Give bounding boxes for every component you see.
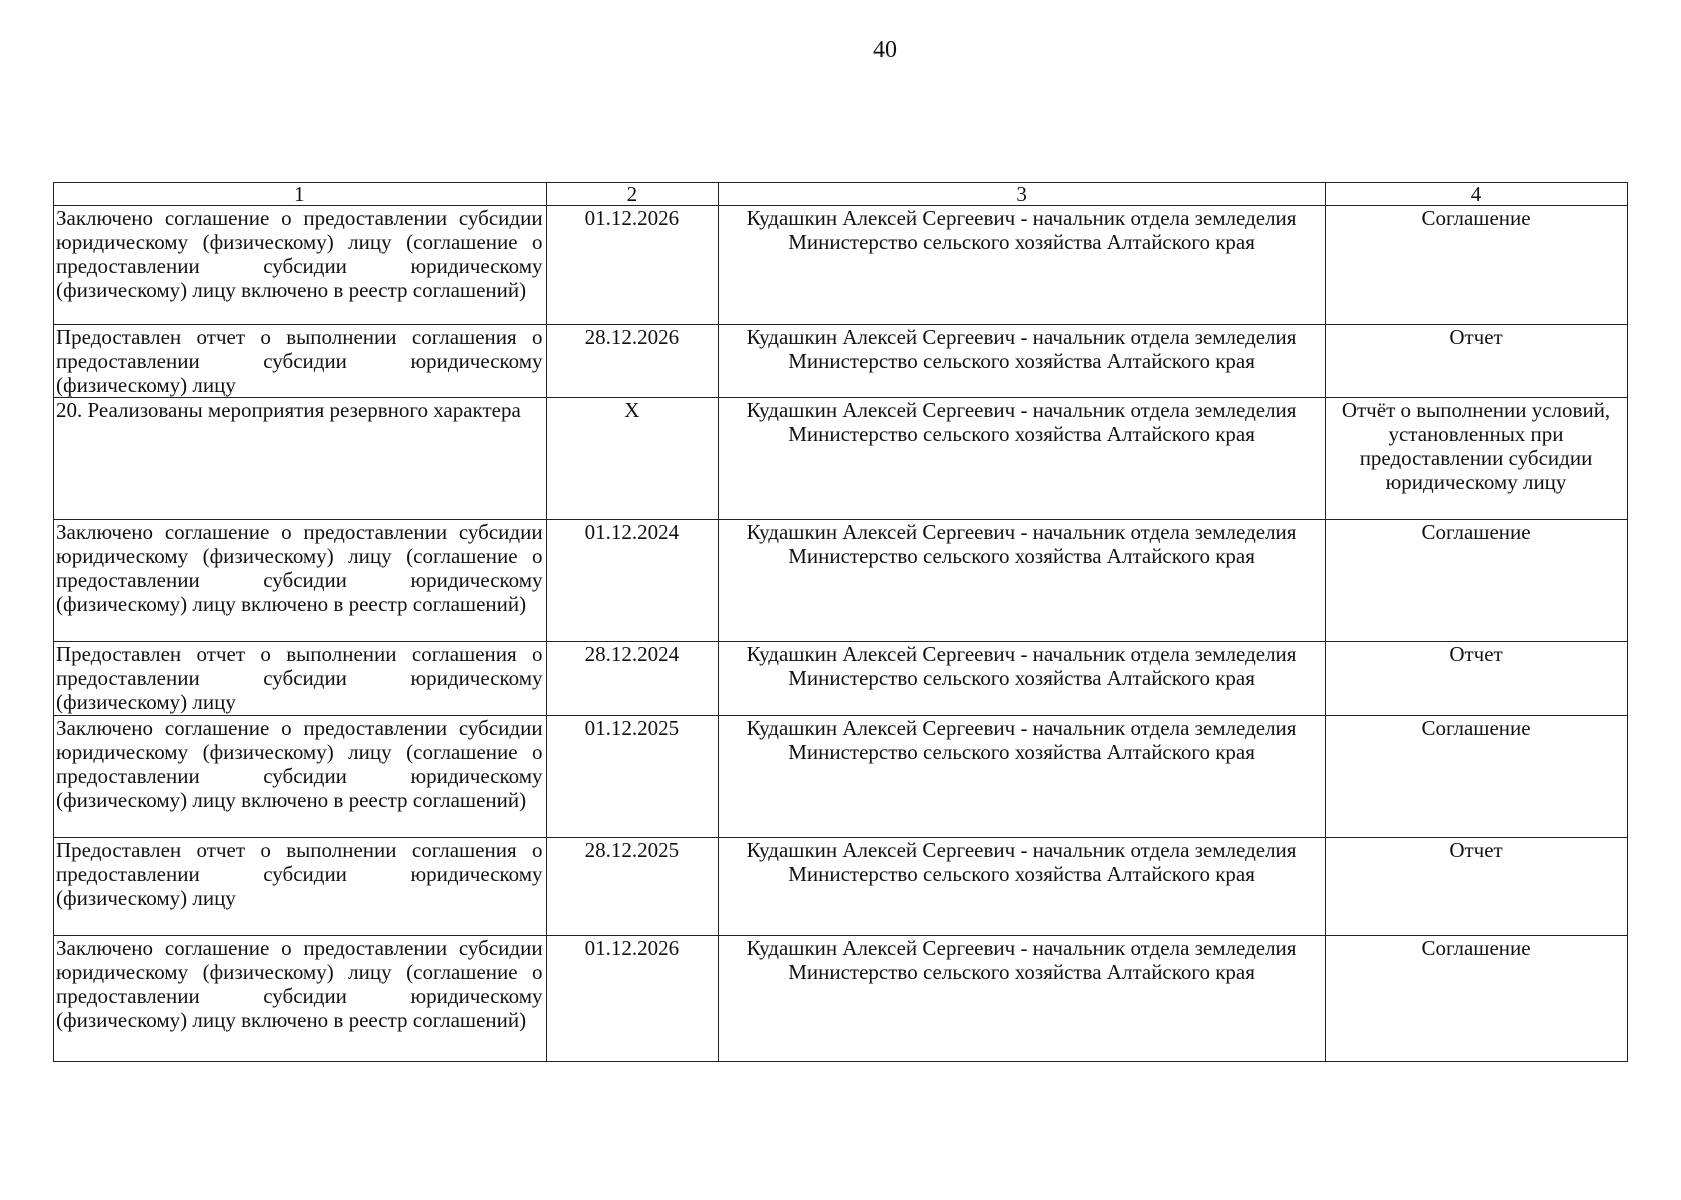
document-cell: Отчет	[1326, 838, 1628, 936]
table-row	[54, 206, 1628, 325]
table-row	[54, 642, 1628, 716]
responsible-cell: Кудашкин Алексей Сергеевич - начальник отдела земледелия Министерство сельского хозяйства Алтайского края	[719, 520, 1326, 642]
column-header-3: 3	[719, 183, 1326, 206]
event-cell: Заключено соглашение о предоставлении субсидии юридическому (физическому) лицу (соглашение о предоставлении субсидии юридическому (физическому) лицу включено в реестр соглашений)	[54, 716, 547, 838]
event-cell: Предоставлен отчет о выполнении соглашения о предоставлении субсидии юридическому (физическому) лицу	[54, 642, 547, 716]
document-cell: Соглашение	[1326, 520, 1628, 642]
schedule-table	[53, 182, 1628, 1062]
table-row	[54, 838, 1628, 936]
document-cell: Отчет	[1326, 325, 1628, 398]
responsible-cell: Кудашкин Алексей Сергеевич - начальник отдела земледелия Министерство сельского хозяйства Алтайского края	[719, 716, 1326, 838]
column-header-4: 4	[1326, 183, 1628, 206]
table-row	[54, 325, 1628, 398]
document-cell: Отчет	[1326, 642, 1628, 716]
header-row	[54, 183, 1628, 206]
date-cell: X	[546, 398, 719, 520]
date-cell: 28.12.2026	[546, 325, 719, 398]
document-cell: Соглашение	[1326, 936, 1628, 1062]
column-header-2: 2	[546, 183, 719, 206]
event-cell: Предоставлен отчет о выполнении соглашения о предоставлении субсидии юридическому (физическому) лицу	[54, 325, 547, 398]
event-cell: Заключено соглашение о предоставлении субсидии юридическому (физическому) лицу (соглашение о предоставлении субсидии юридическому (физическому) лицу включено в реестр соглашений)	[54, 206, 547, 325]
responsible-cell: Кудашкин Алексей Сергеевич - начальник отдела земледелия Министерство сельского хозяйства Алтайского края	[719, 936, 1326, 1062]
date-cell: 01.12.2025	[546, 716, 719, 838]
responsible-cell: Кудашкин Алексей Сергеевич - начальник отдела земледелия Министерство сельского хозяйства Алтайского края	[719, 398, 1326, 520]
column-header-1: 1	[54, 183, 547, 206]
table-row	[54, 716, 1628, 838]
event-cell: 20. Реализованы мероприятия резервного характера	[54, 398, 547, 520]
event-cell: Заключено соглашение о предоставлении субсидии юридическому (физическому) лицу (соглашение о предоставлении субсидии юридическому (физическому) лицу включено в реестр соглашений)	[54, 520, 547, 642]
table-row	[54, 520, 1628, 642]
document-cell: Отчёт о выполнении условий, установленных при предоставлении субсидии юридическому лицу	[1326, 398, 1628, 520]
table-row	[54, 936, 1628, 1062]
date-cell: 28.12.2024	[546, 642, 719, 716]
event-cell: Заключено соглашение о предоставлении субсидии юридическому (физическому) лицу (соглашение о предоставлении субсидии юридическому (физическому) лицу включено в реестр соглашений)	[54, 936, 547, 1062]
page-number: 40	[873, 37, 897, 63]
table-row	[54, 398, 1628, 520]
event-cell: Предоставлен отчет о выполнении соглашения о предоставлении субсидии юридическому (физическому) лицу	[54, 838, 547, 936]
date-cell: 01.12.2026	[546, 206, 719, 325]
table-body	[54, 206, 1628, 1062]
responsible-cell: Кудашкин Алексей Сергеевич - начальник отдела земледелия Министерство сельского хозяйства Алтайского края	[719, 206, 1326, 325]
responsible-cell: Кудашкин Алексей Сергеевич - начальник отдела земледелия Министерство сельского хозяйства Алтайского края	[719, 325, 1326, 398]
responsible-cell: Кудашкин Алексей Сергеевич - начальник отдела земледелия Министерство сельского хозяйства Алтайского края	[719, 838, 1326, 936]
table-header	[54, 183, 1628, 206]
date-cell: 01.12.2026	[546, 936, 719, 1062]
responsible-cell: Кудашкин Алексей Сергеевич - начальник отдела земледелия Министерство сельского хозяйства Алтайского края	[719, 642, 1326, 716]
date-cell: 28.12.2025	[546, 838, 719, 936]
document-cell: Соглашение	[1326, 206, 1628, 325]
date-cell: 01.12.2024	[546, 520, 719, 642]
document-cell: Соглашение	[1326, 716, 1628, 838]
